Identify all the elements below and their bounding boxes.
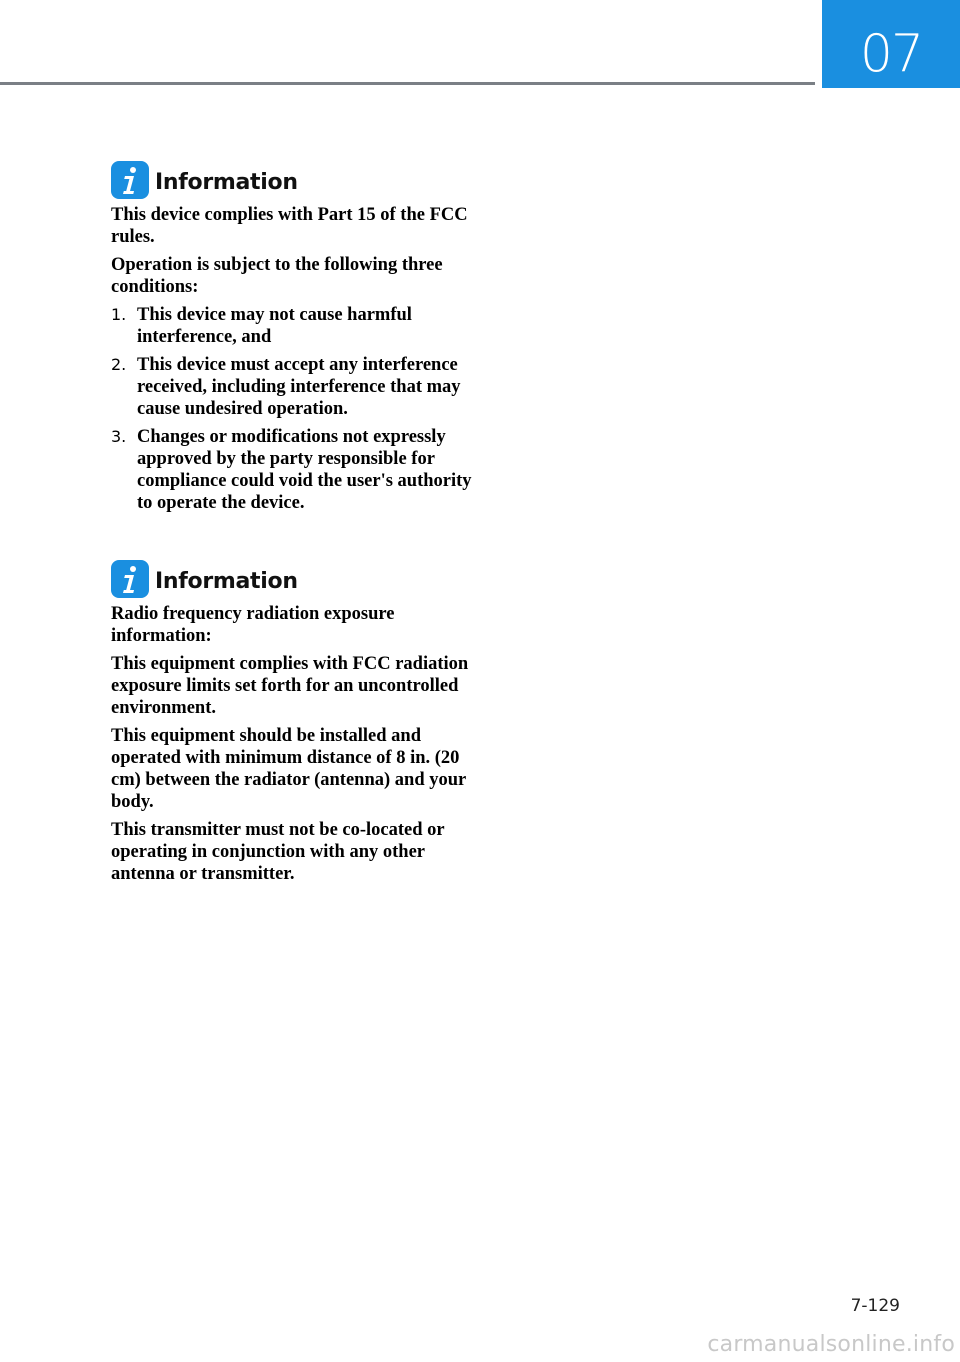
info-title: Information [155, 568, 298, 594]
paragraph: This device complies with Part 15 of the FCC rules. [111, 205, 468, 247]
watermark: carmanualsonline.info [707, 1332, 955, 1357]
paragraph: This equipment complies with FCC radiation exposure limits set forth for an uncontrolled environment. [111, 654, 469, 718]
paragraph: Operation is subject to the following three conditions: [111, 255, 443, 297]
list-item [111, 304, 491, 348]
header-rule [0, 82, 815, 85]
paragraph: This transmitter must not be co-located or operating in conjunction with any other antenna or transmitter. [111, 820, 445, 884]
info-heading [111, 559, 491, 599]
list-number: 2. [111, 355, 127, 374]
page-number: 7-129 [850, 1296, 900, 1316]
list-item [111, 354, 491, 420]
paragraph: This equipment should be installed and operated with minimum distance of 8 in. (20 cm) between the radiator (antenna) and your body. [111, 726, 466, 812]
info-heading [111, 160, 491, 200]
list-item [111, 426, 491, 514]
info-icon [111, 560, 149, 598]
chapter-tab: 07 [822, 0, 960, 88]
list-number: 1. [111, 305, 127, 324]
info-section-2 [111, 559, 491, 891]
info-section-1 [111, 160, 491, 520]
info-title: Information [155, 169, 298, 195]
info-icon [111, 161, 149, 199]
list-text: Changes or modifications not expressly approved by the party responsible for compliance could void the user's authority to operate the device. [137, 427, 472, 513]
conditions-list [111, 304, 491, 514]
paragraph: Radio frequency radiation exposure information: [111, 604, 395, 646]
list-number: 3. [111, 427, 127, 446]
list-text: This device must accept any interference received, including interference that may cause undesired operation. [137, 355, 461, 419]
list-text: This device may not cause harmful interference, and [137, 305, 412, 347]
